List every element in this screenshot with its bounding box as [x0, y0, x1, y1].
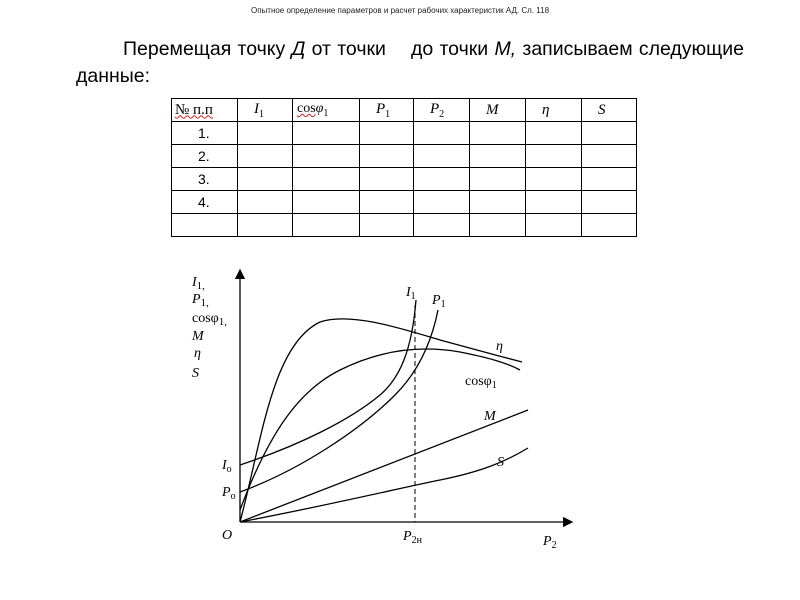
table-row: 2.	[172, 145, 637, 168]
intro-part4: записываем следующие данные:	[76, 38, 744, 87]
x-axis-label: $P_2$	[543, 534, 557, 551]
io-label: $I_o$	[222, 458, 232, 475]
intro-point-m: М,	[494, 38, 517, 60]
y-label-4: M	[192, 329, 204, 344]
m-curve-label: M	[484, 409, 496, 424]
s-curve	[240, 448, 528, 522]
slide-header: Опытное определение параметров и расчет рабочих характеристик АД. Сл. 118	[250, 6, 550, 15]
eta-curve	[240, 319, 522, 522]
p1-curve-label: $P_1$	[432, 293, 446, 310]
table-row: 3.	[172, 168, 637, 191]
intro-part2: от точки	[311, 38, 386, 60]
y-label-1: $I_{1,}$	[192, 275, 205, 292]
header-eta: η	[526, 99, 582, 122]
p2n-label: $P_{2н}$	[403, 529, 422, 546]
cos-curve-label: cosφ$_1$	[465, 374, 497, 391]
header-num: № п.п	[172, 99, 238, 122]
m-curve	[240, 410, 528, 522]
s-curve-label: S	[497, 455, 504, 470]
header-p2: $P_2$	[414, 99, 470, 122]
y-label-5: η	[194, 346, 201, 361]
header-p1: $P_1$	[360, 99, 414, 122]
intro-part1: Перемещая точку	[123, 38, 286, 60]
intro-point-d: Д	[291, 38, 306, 60]
eta-curve-label: η	[496, 339, 503, 354]
header-cos: cosφ$_1$	[293, 99, 360, 122]
y-label-3: cosφ$_{1,}$	[192, 311, 227, 328]
i1-curve-label: $I_1$	[406, 285, 416, 302]
header-i1: $I_1$	[238, 99, 293, 122]
table-row: 4.	[172, 191, 637, 214]
y-label-6: S	[192, 366, 199, 381]
header-s: S	[582, 99, 637, 122]
intro-part3: до точки	[410, 38, 489, 60]
origin-label: O	[222, 528, 233, 543]
po-label: $P_o$	[222, 485, 236, 502]
i1-curve	[240, 300, 416, 465]
table-row: 1.	[172, 122, 637, 145]
header-m: M	[470, 99, 526, 122]
y-label-2: $P_{1,}$	[192, 292, 209, 309]
